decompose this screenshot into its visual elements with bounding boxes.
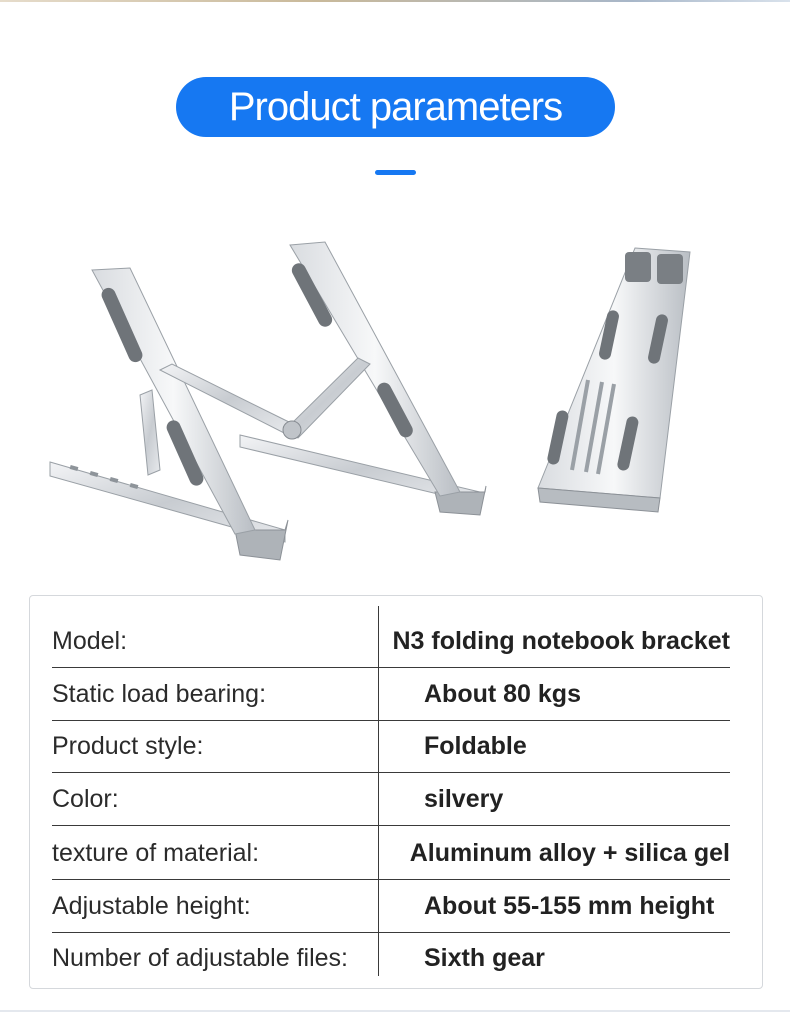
spec-label: Adjustable height: (52, 891, 251, 920)
top-decorative-rule (0, 0, 790, 2)
spec-row-material (52, 827, 730, 880)
title-underline-dash (375, 170, 416, 175)
spec-label: Number of adjustable files: (52, 943, 348, 972)
spec-label: Color: (52, 784, 119, 813)
spec-value: silvery (424, 784, 504, 813)
spec-label: Static load bearing: (52, 679, 267, 708)
spec-label: texture of material: (52, 838, 260, 867)
spec-row-load (52, 668, 730, 721)
product-photo (40, 230, 750, 570)
spec-label: Model: (52, 626, 128, 655)
spec-value: Aluminum alloy + silica gel (409, 838, 730, 867)
spec-row-gears (52, 932, 730, 984)
spec-table (29, 595, 763, 989)
spec-row-color (52, 773, 730, 826)
title-banner (176, 77, 615, 137)
open-stand-illustration (50, 242, 486, 560)
spec-value: Sixth gear (424, 943, 545, 972)
spec-row-style (52, 720, 730, 773)
spec-value: N3 folding notebook bracket (392, 626, 730, 655)
spec-row-model (52, 615, 730, 668)
spec-value: About 80 kgs (424, 679, 581, 708)
spec-value: About 55-155 mm height (424, 891, 715, 920)
folded-stand-illustration (538, 248, 690, 512)
spec-row-height (52, 880, 730, 933)
spec-label: Product style: (52, 731, 204, 760)
spec-value: Foldable (424, 731, 527, 760)
page-title: Product parameters (228, 84, 563, 129)
